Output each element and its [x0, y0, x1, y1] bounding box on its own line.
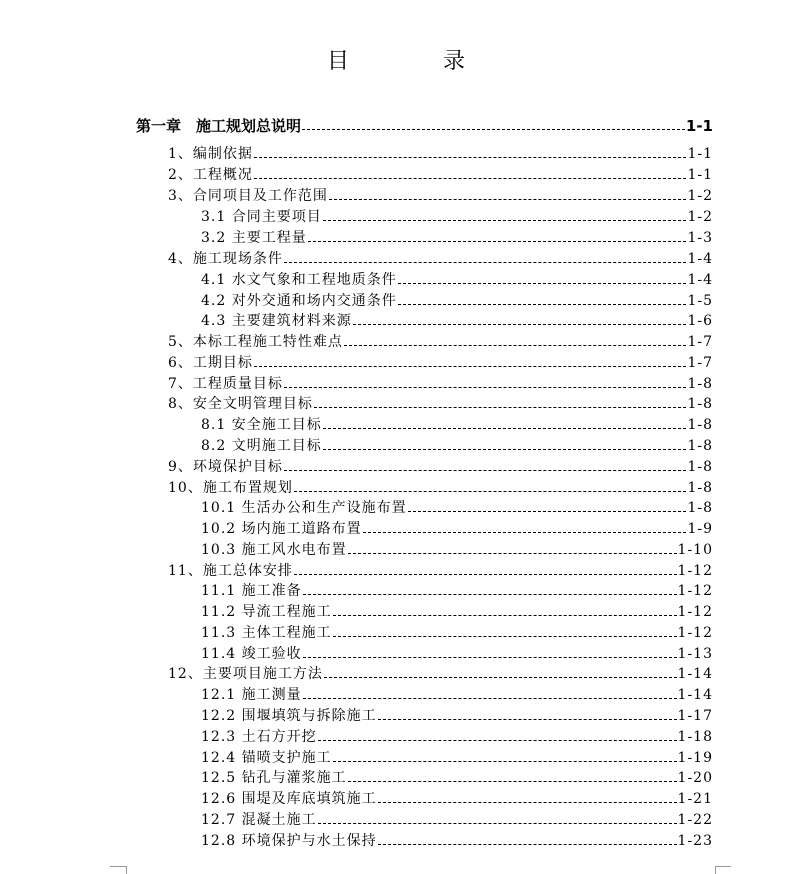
toc-entry-page: 1-20	[677, 770, 713, 786]
toc-leader	[378, 719, 677, 720]
toc-entry-label: 12.4 锚喷支护施工	[201, 750, 332, 766]
toc-leader	[398, 283, 687, 284]
toc-leader	[378, 844, 677, 845]
toc-leader	[303, 657, 677, 658]
toc-entry-label: 12.7 混凝土施工	[201, 812, 317, 828]
toc-entry-page: 1-6	[687, 313, 713, 329]
toc-entry-page: 1-8	[687, 396, 713, 412]
toc-entry-label: 12.1 施工测量	[201, 687, 302, 703]
page-corner-mark-left	[126, 866, 127, 874]
toc-entry-label: 11、施工总体安排	[168, 563, 293, 579]
toc-subentry[interactable]	[201, 521, 713, 537]
toc-entry-page: 1-23	[677, 833, 713, 849]
toc-entry-label: 2、工程概况	[168, 167, 253, 183]
toc-subentry[interactable]	[201, 625, 713, 641]
toc-entry-page: 1-1	[687, 146, 713, 162]
toc-entry-label: 12.6 围堤及库底填筑施工	[201, 791, 377, 807]
toc-entry-page: 1-22	[677, 812, 713, 828]
toc-subentry[interactable]	[201, 687, 713, 703]
toc-entry-label: 11.3 主体工程施工	[201, 625, 332, 641]
toc-entry-page: 1-7	[687, 355, 713, 371]
toc-entry[interactable]	[168, 666, 713, 682]
toc-entry-page: 1-3	[687, 230, 713, 246]
toc-entry[interactable]	[168, 563, 713, 579]
toc-entry-page: 1-8	[687, 376, 713, 392]
page-corner-mark-right	[715, 866, 731, 873]
toc-entry-page: 1-17	[677, 708, 713, 724]
toc-entry-label: 12.2 围堰填筑与拆除施工	[201, 708, 377, 724]
toc-entry-page: 1-19	[677, 750, 713, 766]
toc-entry[interactable]	[168, 146, 713, 162]
toc-subentry[interactable]	[201, 272, 713, 288]
toc-entry-page: 1-2	[687, 188, 713, 204]
toc-leader	[302, 129, 685, 130]
toc-leader	[344, 345, 687, 346]
toc-entry-page: 1-8	[687, 480, 713, 496]
toc-entry[interactable]	[168, 396, 713, 412]
toc-entry-label: 11.2 导流工程施工	[201, 604, 332, 620]
toc-entry-label: 12.8 环境保护与水土保持	[201, 833, 377, 849]
toc-entry-label: 5、本标工程施工特性难点	[168, 334, 343, 350]
toc-entry[interactable]	[168, 355, 713, 371]
toc-leader	[323, 220, 687, 221]
toc-entry-page: 1-8	[687, 500, 713, 516]
toc-entry-label: 4.2 对外交通和场内交通条件	[201, 293, 397, 309]
toc-leader	[378, 802, 677, 803]
toc-entry-page: 1-12	[677, 583, 713, 599]
toc-entry-label: 9、环境保护目标	[168, 459, 283, 475]
toc-leader	[348, 553, 677, 554]
toc-entry-page: 1-14	[677, 687, 713, 703]
toc-entry-label: 10.3 施工风水电布置	[201, 542, 347, 558]
toc-subentry[interactable]	[201, 750, 713, 766]
toc-leader	[284, 387, 687, 388]
toc-subentry[interactable]	[201, 833, 713, 849]
toc-entry-page: 1-12	[677, 625, 713, 641]
toc-leader	[318, 740, 677, 741]
toc-entry[interactable]	[168, 167, 713, 183]
toc-entry-label: 8.1 安全施工目标	[201, 417, 322, 433]
toc-leader	[333, 761, 677, 762]
toc-leader	[333, 636, 677, 637]
toc-entry-page: 1-21	[677, 791, 713, 807]
toc-leader	[323, 449, 687, 450]
page-corner-mark-right	[715, 866, 716, 874]
toc-leader	[294, 574, 677, 575]
toc-leader	[348, 781, 677, 782]
toc-subentry[interactable]	[201, 209, 713, 225]
toc-leader	[303, 594, 677, 595]
toc-subentry[interactable]	[201, 500, 713, 516]
toc-leader	[314, 407, 687, 408]
toc-entry-page: 1-1	[687, 167, 713, 183]
toc-entry-chapter[interactable]	[136, 118, 713, 134]
toc-entry-label: 12.3 土石方开挖	[201, 729, 317, 745]
toc-entry-page: 1-8	[687, 438, 713, 454]
toc-entry-page: 1-13	[677, 646, 713, 662]
toc-leader	[318, 823, 677, 824]
toc-leader	[353, 324, 687, 325]
toc-leader	[333, 615, 677, 616]
toc-entry-label: 8.2 文明施工目标	[201, 438, 322, 454]
toc-entry-page: 1-7	[687, 334, 713, 350]
toc-subentry[interactable]	[201, 604, 713, 620]
toc-entry[interactable]	[168, 334, 713, 350]
toc-entry[interactable]	[168, 376, 713, 392]
toc-entry-label: 7、工程质量目标	[168, 376, 283, 392]
toc-entry[interactable]	[168, 459, 713, 475]
toc-subentry[interactable]	[201, 770, 713, 786]
toc-entry-page: 1-1	[685, 117, 713, 135]
toc-entry-label: 10.2 场内施工道路布置	[201, 521, 362, 537]
toc-leader	[324, 677, 677, 678]
toc-leader	[254, 157, 687, 158]
toc-entry-label: 12.5 钻孔与灌浆施工	[201, 770, 347, 786]
toc-entry-page: 1-4	[687, 251, 713, 267]
toc-entry[interactable]	[168, 480, 713, 496]
toc-entry-page: 1-4	[687, 272, 713, 288]
toc-subentry[interactable]	[201, 729, 713, 745]
toc-leader	[398, 304, 687, 305]
toc-entry-page: 1-10	[677, 542, 713, 558]
toc-entry-label: 11.4 竣工验收	[201, 646, 302, 662]
toc-entry-page: 1-12	[677, 604, 713, 620]
toc-entry-label: 3.2 主要工程量	[201, 230, 307, 246]
toc-entry-label: 10.1 生活办公和生产设施布置	[201, 500, 407, 516]
toc-subentry[interactable]	[201, 646, 713, 662]
toc-subentry[interactable]	[201, 708, 713, 724]
toc-subentry[interactable]	[201, 417, 713, 433]
toc-entry-label: 12、主要项目施工方法	[168, 666, 323, 682]
toc-entry[interactable]	[168, 188, 713, 204]
toc-subentry[interactable]	[201, 230, 713, 246]
toc-subentry[interactable]	[201, 791, 713, 807]
toc-subentry[interactable]	[201, 583, 713, 599]
toc-leader	[308, 241, 687, 242]
toc-leader	[303, 698, 677, 699]
toc-entry-label: 11.1 施工准备	[201, 583, 302, 599]
toc-subentry[interactable]	[201, 812, 713, 828]
toc-entry-label: 8、安全文明管理目标	[168, 396, 313, 412]
toc-entry-page: 1-5	[687, 293, 713, 309]
toc-leader	[323, 428, 687, 429]
toc-entry-label: 1、编制依据	[168, 146, 253, 162]
toc-leader	[363, 532, 687, 533]
page-corner-mark-left	[110, 866, 126, 873]
toc-entry-label: 10、施工布置规划	[168, 480, 293, 496]
toc-entry-page: 1-12	[677, 563, 713, 579]
toc-entry-label: 6、工期目标	[168, 355, 253, 371]
toc-leader	[254, 366, 687, 367]
toc-entry-label: 3.1 合同主要项目	[201, 209, 322, 225]
toc-entry-label: 4、施工现场条件	[168, 251, 283, 267]
toc-entry-page: 1-14	[677, 666, 713, 682]
toc-entry[interactable]	[168, 251, 713, 267]
toc-entry-label: 4.3 主要建筑材料来源	[201, 313, 352, 329]
toc-subentry[interactable]	[201, 313, 713, 329]
toc-leader	[329, 199, 687, 200]
toc-leader	[284, 470, 687, 471]
toc-subentry[interactable]	[201, 293, 713, 309]
toc-entry-page: 1-8	[687, 417, 713, 433]
toc-leader	[408, 511, 687, 512]
toc-entry-label: 4.1 水文气象和工程地质条件	[201, 272, 397, 288]
toc-title: 目 录	[326, 49, 501, 74]
toc-leader	[284, 262, 687, 263]
toc-entry-page: 1-18	[677, 729, 713, 745]
toc-entry-page: 1-9	[687, 521, 713, 537]
toc-subentry[interactable]	[201, 542, 713, 558]
toc-entry-page: 1-2	[687, 209, 713, 225]
toc-subentry[interactable]	[201, 438, 713, 454]
toc-entry-page: 1-8	[687, 459, 713, 475]
toc-leader	[254, 178, 687, 179]
toc-entry-label: 第一章 施工规划总说明	[136, 117, 302, 135]
toc-leader	[294, 491, 687, 492]
toc-entry-label: 3、合同项目及工作范围	[168, 188, 328, 204]
